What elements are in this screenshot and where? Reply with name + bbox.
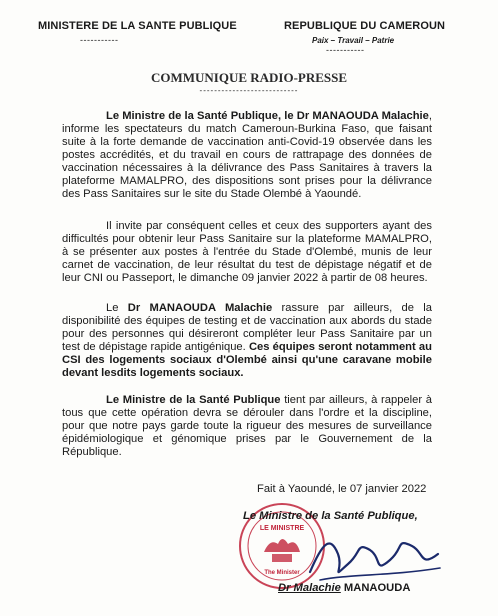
stamp-text-top: LE MINISTRE [259,525,305,532]
paragraph-3-prefix: Le [106,302,128,314]
paragraph-4-body: tient par ailleurs, à rappeler à tous que cette opération devra se dérouler dans l'ordre et la discipline, pour que notre pays garde toute la rigueur des mesures de surveillance épidémiologique et génomique prises par le Gouvernement de la République. [62,394,432,458]
paragraph-3-lead: Dr MANAOUDA Malachie [127,302,273,314]
ministry-heading: MINISTERE DE LA SANTE PUBLIQUE [38,20,237,32]
national-motto: Paix – Travail – Patrie [312,36,395,45]
paragraph-3-body: rassure par ailleurs, de la disponibilité des équipes de testing et de vaccination aux abords du stade pour des personnes qui désireront compléter leur Pass Sanitaire par un test de dépistage rapide antigénique. [62,302,432,353]
paragraph-2-body: Il invite par conséquent celles et ceux des supporters ayant des difficultés pour obtenir leur Pass Sanitaire sur la plateforme MAMALPRO, à se présenter aux postes à l'entrée du Stade d'Olembé, munis de leur carnet de vaccination, de leur résultat du test de dépistage négatif et de leur CNI ou Passeport, le dimanche 09 janvier 2022 à partir de 08 heures. [62,220,432,284]
signatory-first-name: Dr Malachie [278,582,341,594]
paragraph-1 [62,110,432,201]
paragraph-1-body: , informe les spectateurs du match Cameroun-Burkina Faso, que faisant suite à la forte demande de vaccination anti-Covid-19 observée dans les postes accrédités, et du travail en cours de rattrapage des données de vaccination nécessaires à la délivrance des Pass Sanitaires à travers la plateforme MAMALPRO, des dispositions sont prises pour la délivrance des Pass Sanitaires sur le site du Stade Olembé à Yaoundé. [62,110,432,200]
republic-heading: REPUBLIQUE DU CAMEROUN [284,20,446,32]
paragraph-2 [62,220,432,285]
paragraph-4-lead: Le Ministre de la Santé Publique [106,394,281,406]
ministry-separator: ----------- [80,35,119,45]
paragraph-1-lead: Le Ministre de la Santé Publique, le Dr MANAOUDA Malachie [106,110,429,122]
signatory-title: Le Ministre de la Santé Publique, [243,510,418,522]
signatory-last-name: MANAOUDA [343,582,411,594]
republic-separator: ----------- [326,45,365,55]
signatory-name [278,582,410,594]
paragraph-4 [62,394,432,459]
stamp-text-bottom: The Minister [264,570,300,576]
paragraph-3-tail: Ces équipes seront notamment au CSI des logements sociaux d'Olembé ainsi qu'une caravane mobile devant lesdits logements sociaux. [62,341,432,379]
place-and-date: Fait à Yaoundé, le 07 janvier 2022 [257,483,427,495]
paragraph-3 [62,302,432,380]
title-underline: --------------------------- [199,86,299,95]
document-title: COMMUNIQUE RADIO-PRESSE [150,70,348,85]
